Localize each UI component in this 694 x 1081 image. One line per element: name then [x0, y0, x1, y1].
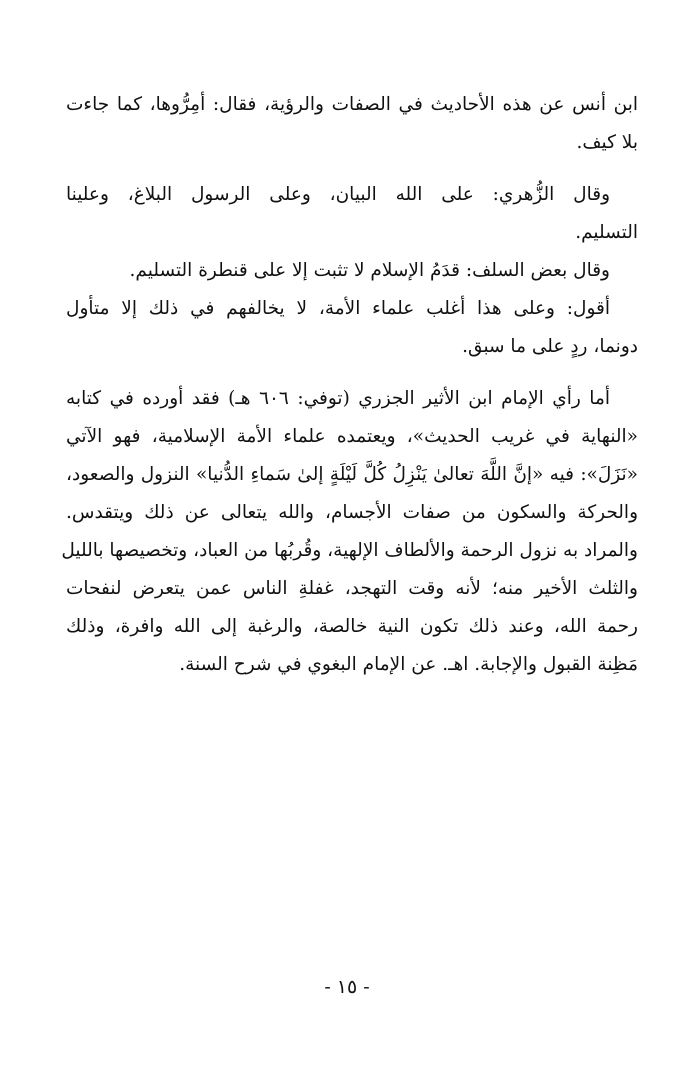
text-line: رحمة الله، وعند ذلك تكون النية خالصة، والرغبة إلى الله وافرة، وذلك	[66, 616, 638, 637]
text-line: «نَزَلَ»: فيه «إنَّ اللَّهَ تعالىٰ يَنْزِلُ كُلَّ لَيْلَةٍ إلىٰ سَماءِ الدُّنيا» النزول والصعود،	[66, 464, 638, 485]
text-line: والثلث الأخير منه؛ لأنه وقت التهجد، غفلةِ الناس عمن يتعرض لنفحات	[66, 578, 638, 599]
text-line: التسليم.	[575, 222, 638, 243]
text-line: أما رأي الإمام ابن الأثير الجزري (توفي: ٦٠٦ هـ) فقد أورده في كتابه	[66, 388, 610, 409]
text-line: مَظِنة القبول والإجابة. اهـ. عن الإمام البغوي في شرح السنة.	[179, 654, 638, 675]
text-line: والحركة والسكون من صفات الأجسام، والله يتعالى عن ذلك ويتقدس.	[66, 502, 638, 523]
text-line: وقال بعض السلف: قدَمُ الإسلام لا تثبت إلا على قنطرة التسليم.	[129, 260, 610, 281]
page-body	[61, 86, 638, 684]
paragraph-5	[61, 380, 638, 684]
page-number: - ١٥ -	[324, 976, 370, 998]
paragraph-3	[66, 252, 638, 290]
text-line: والمراد به نزول الرحمة والألطاف الإلهية، وقُربُها من العباد، وتخصيصها بالليل	[61, 540, 638, 561]
text-line: ابن أنس عن هذه الأحاديث في الصفات والرؤية، فقال: أمِرُّوها، كما جاءت	[66, 94, 638, 115]
text-line: أقول: وعلى هذا أغلب علماء الأمة، لا يخالفهم في ذلك إلا متأول	[66, 298, 610, 319]
text-line: وقال الزُّهري: على الله البيان، وعلى الرسول البلاغ، وعلينا	[66, 184, 610, 205]
paragraph-2	[66, 176, 638, 252]
paragraph-1	[66, 86, 638, 162]
paragraph-4	[66, 290, 638, 366]
text-line: «النهاية في غريب الحديث»، ويعتمده علماء الأمة الإسلامية، فهو الآتي	[66, 426, 638, 447]
text-line: دونما، ردٍ على ما سبق.	[462, 336, 638, 357]
text-line: بلا كيف.	[576, 132, 638, 153]
